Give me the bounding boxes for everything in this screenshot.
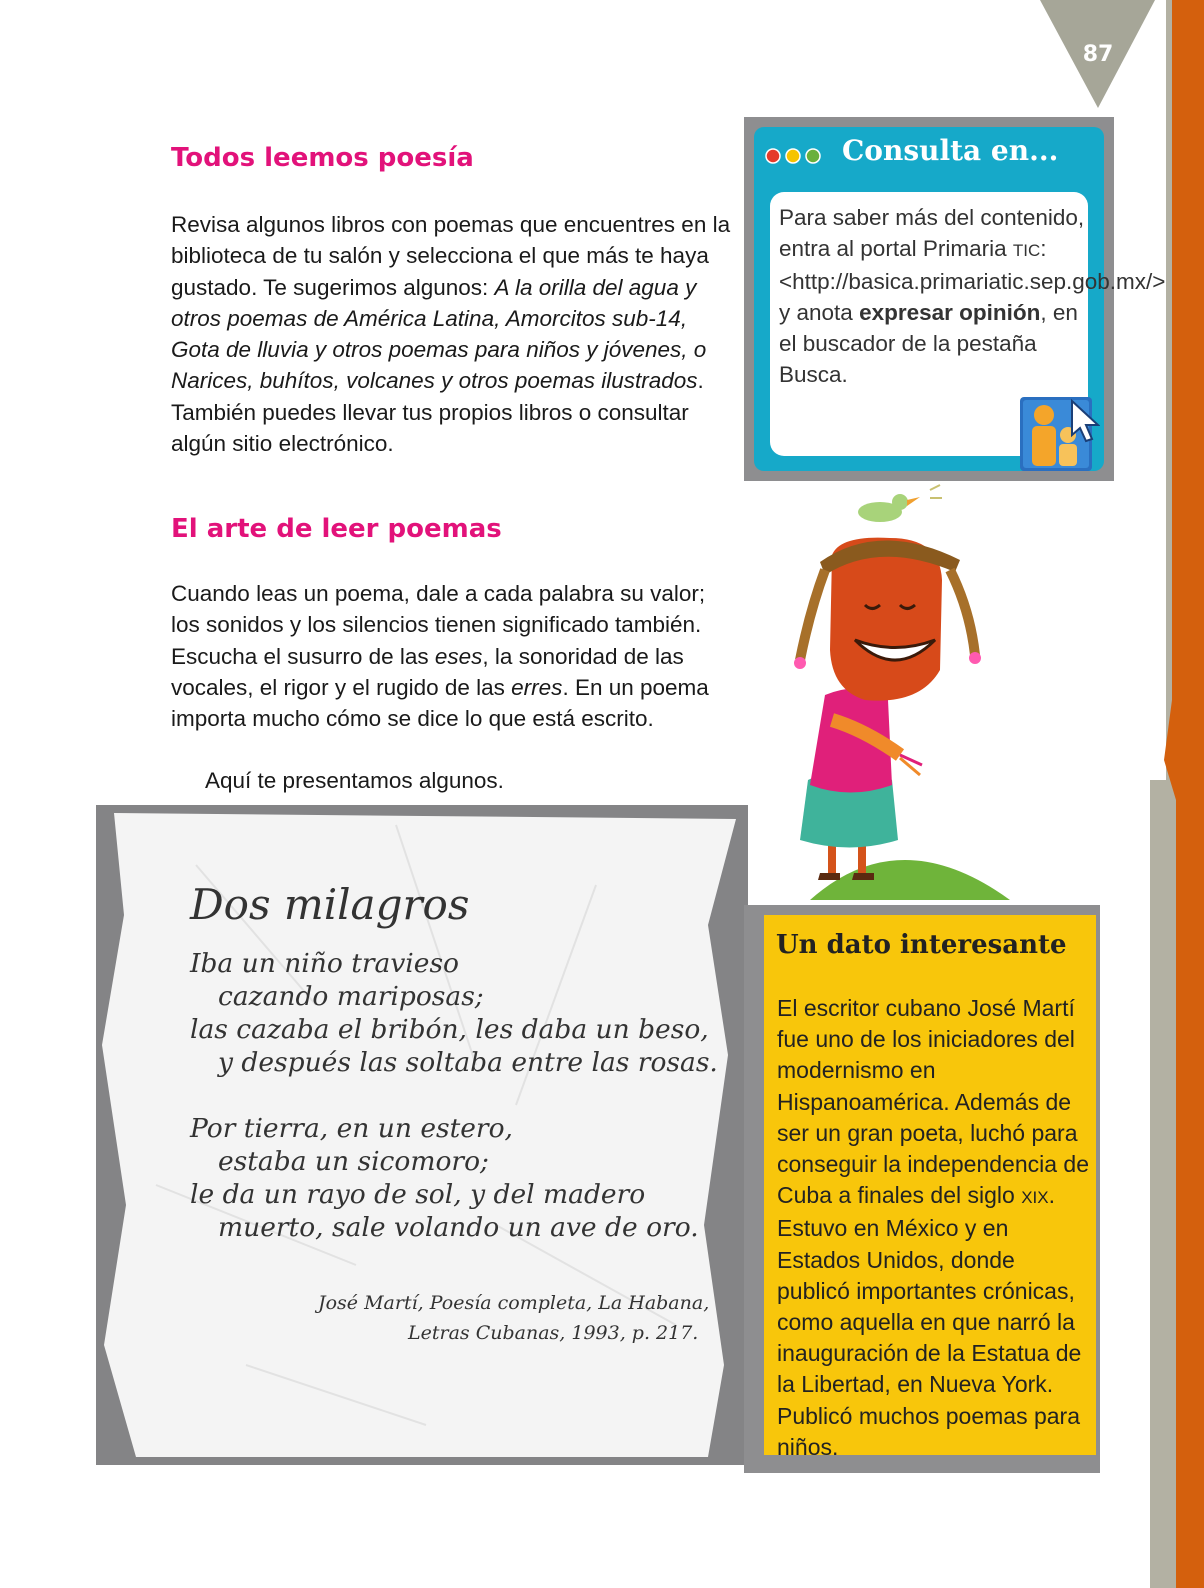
- dato-box-title: Un dato interesante: [776, 930, 1067, 960]
- page-edge-decoration: [1120, 0, 1204, 1588]
- page-number: 87: [1082, 42, 1114, 67]
- paragraph-text: . En un poema importa mucho cómo se dice lo que está escrito.: [171, 674, 709, 732]
- poem-line: y después las soltaba entre las rosas.: [218, 1047, 718, 1078]
- tic-abbreviation: TIC: [1012, 241, 1041, 260]
- dato-text-part: . Estuvo en México y en Estados Unidos, donde publicó importantes crónicas, como aquella en que narró la inauguración de la Estatua de la Libertad, en Nueva York. Publicó muchos poemas para niños.: [777, 1182, 1082, 1460]
- paragraph-text: Revisa algunos libros con poemas que encuentres en la biblioteca de tu salón y selecciona el que más te haya gustado. Te sugerimos algunos:: [171, 212, 731, 300]
- section-title-todos-leemos-poesia: Todos leemos poesía: [171, 143, 474, 173]
- section2-paragraph: [171, 578, 731, 734]
- century-numeral: XIX: [1021, 1188, 1049, 1208]
- portal-url-link[interactable]: : <http://basica.primariatic.sep.gob.mx/> y anota: [779, 236, 1166, 325]
- consult-box-title: Consulta en...: [842, 134, 1059, 167]
- poem-title: Dos milagros: [190, 880, 470, 929]
- poem-line: Iba un niño travieso: [190, 948, 459, 979]
- dato-text-part: El escritor cubano José Martí fue uno de los iniciadores del modernismo en Hispanoamérica. Además de ser un gran poeta, luchó para conseguir la independencia de Cuba a finales del siglo: [777, 995, 1090, 1209]
- girl-with-bird-illustration: [770, 480, 1030, 910]
- consult-text-part: Para saber más del contenido, entra al portal Primaria: [779, 205, 1085, 261]
- poem-line: muerto, sale volando un ave de oro.: [218, 1212, 699, 1243]
- poem-citation: José Martí, Poesía completa, La Habana,: [318, 1292, 710, 1314]
- dato-box-text: [777, 993, 1093, 1463]
- poem-citation: Letras Cubanas, 1993, p. 217.: [408, 1322, 699, 1344]
- italic-word-erres: erres: [511, 674, 563, 700]
- suggested-book-titles: A la orilla del agua y otros poemas de América Latina, Amorcitos sub-14, Gota de lluvia y otros poemas para niños y jóvenes, o Narices, buhítos, volcanes y otros poemas ilustrados: [171, 274, 707, 394]
- section-title-el-arte-de-leer-poemas: El arte de leer poemas: [171, 514, 502, 544]
- search-term: expresar opinión: [859, 300, 1041, 325]
- italic-word-eses: eses: [434, 643, 483, 669]
- poem-line: las cazaba el bribón, les daba un beso,: [190, 1014, 709, 1045]
- poem-line: le da un rayo de sol, y del madero: [190, 1179, 646, 1210]
- section1-paragraph: [171, 209, 731, 459]
- section2-closing: Aquí te presentamos algunos.: [205, 768, 504, 793]
- tic-portal-icon[interactable]: [1020, 395, 1100, 471]
- traffic-light-dots-icon: [764, 146, 834, 166]
- poem-line: Por tierra, en un estero,: [190, 1113, 513, 1144]
- paragraph-text: , la sonoridad de las vocales, el rigor y el rugido de las: [171, 643, 684, 700]
- poem-line: estaba un sicomoro;: [218, 1146, 489, 1177]
- consult-text-part: , en el buscador de la pestaña Busca.: [779, 300, 1078, 387]
- paragraph-text: . También puedes llevar tus propios libros o consultar algún sitio electrónico.: [171, 368, 704, 457]
- consult-box-text: [779, 202, 1166, 390]
- poem-line: cazando mariposas;: [218, 981, 484, 1012]
- paragraph-text: Cuando leas un poema, dale a cada palabra su valor; los sonidos y los silencios tienen significado también. Escucha el susurro de las: [171, 581, 706, 669]
